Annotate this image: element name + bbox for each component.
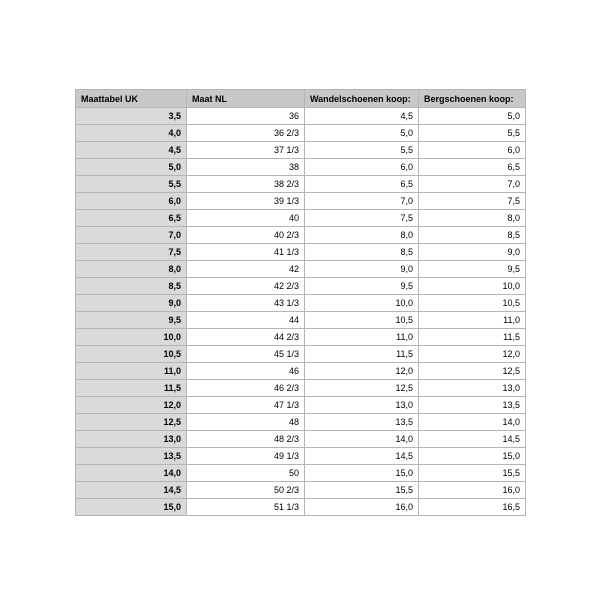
cell-mountain-shoes: 16,5	[419, 499, 526, 516]
table-row	[76, 499, 526, 516]
cell-uk-size: 7,5	[76, 244, 187, 261]
table-row	[76, 482, 526, 499]
cell-uk-size: 15,0	[76, 499, 187, 516]
cell-nl-size: 44 2/3	[187, 329, 305, 346]
cell-mountain-shoes: 16,0	[419, 482, 526, 499]
cell-nl-size: 50 2/3	[187, 482, 305, 499]
cell-uk-size: 5,5	[76, 176, 187, 193]
cell-uk-size: 10,5	[76, 346, 187, 363]
table-row	[76, 465, 526, 482]
header-row	[76, 90, 526, 108]
cell-mountain-shoes: 6,0	[419, 142, 526, 159]
cell-uk-size: 5,0	[76, 159, 187, 176]
table-row	[76, 295, 526, 312]
table-row	[76, 244, 526, 261]
cell-uk-size: 13,0	[76, 431, 187, 448]
cell-uk-size: 13,5	[76, 448, 187, 465]
cell-mountain-shoes: 14,5	[419, 431, 526, 448]
cell-mountain-shoes: 13,0	[419, 380, 526, 397]
cell-walking-shoes: 5,5	[305, 142, 419, 159]
cell-walking-shoes: 15,5	[305, 482, 419, 499]
cell-mountain-shoes: 7,0	[419, 176, 526, 193]
cell-walking-shoes: 13,0	[305, 397, 419, 414]
cell-walking-shoes: 8,5	[305, 244, 419, 261]
cell-mountain-shoes: 8,5	[419, 227, 526, 244]
cell-mountain-shoes: 15,0	[419, 448, 526, 465]
cell-uk-size: 4,5	[76, 142, 187, 159]
cell-walking-shoes: 7,5	[305, 210, 419, 227]
cell-uk-size: 8,5	[76, 278, 187, 295]
cell-mountain-shoes: 5,0	[419, 108, 526, 125]
cell-nl-size: 39 1/3	[187, 193, 305, 210]
cell-walking-shoes: 11,0	[305, 329, 419, 346]
cell-uk-size: 6,0	[76, 193, 187, 210]
table-row	[76, 227, 526, 244]
cell-uk-size: 7,0	[76, 227, 187, 244]
cell-walking-shoes: 6,0	[305, 159, 419, 176]
table-row	[76, 329, 526, 346]
table-row	[76, 363, 526, 380]
cell-mountain-shoes: 12,5	[419, 363, 526, 380]
cell-walking-shoes: 12,0	[305, 363, 419, 380]
cell-mountain-shoes: 15,5	[419, 465, 526, 482]
table-row	[76, 125, 526, 142]
table-row	[76, 431, 526, 448]
table-row	[76, 278, 526, 295]
cell-walking-shoes: 6,5	[305, 176, 419, 193]
cell-mountain-shoes: 7,5	[419, 193, 526, 210]
table-row	[76, 312, 526, 329]
header-mountain-shoes: Bergschoenen koop:	[419, 90, 526, 108]
cell-walking-shoes: 4,5	[305, 108, 419, 125]
cell-walking-shoes: 9,5	[305, 278, 419, 295]
cell-uk-size: 6,5	[76, 210, 187, 227]
cell-nl-size: 51 1/3	[187, 499, 305, 516]
cell-uk-size: 8,0	[76, 261, 187, 278]
table-row	[76, 261, 526, 278]
cell-nl-size: 49 1/3	[187, 448, 305, 465]
cell-walking-shoes: 14,0	[305, 431, 419, 448]
cell-mountain-shoes: 8,0	[419, 210, 526, 227]
cell-uk-size: 11,5	[76, 380, 187, 397]
cell-nl-size: 46 2/3	[187, 380, 305, 397]
cell-walking-shoes: 10,5	[305, 312, 419, 329]
table-row	[76, 142, 526, 159]
cell-nl-size: 38 2/3	[187, 176, 305, 193]
cell-walking-shoes: 8,0	[305, 227, 419, 244]
table-row	[76, 159, 526, 176]
table-row	[76, 414, 526, 431]
cell-nl-size: 42	[187, 261, 305, 278]
cell-nl-size: 43 1/3	[187, 295, 305, 312]
cell-nl-size: 48 2/3	[187, 431, 305, 448]
header-nl-size: Maat NL	[187, 90, 305, 108]
cell-mountain-shoes: 10,0	[419, 278, 526, 295]
cell-mountain-shoes: 9,0	[419, 244, 526, 261]
header-uk-size: Maattabel UK	[76, 90, 187, 108]
cell-walking-shoes: 5,0	[305, 125, 419, 142]
cell-mountain-shoes: 13,5	[419, 397, 526, 414]
cell-nl-size: 42 2/3	[187, 278, 305, 295]
cell-uk-size: 12,5	[76, 414, 187, 431]
cell-uk-size: 4,0	[76, 125, 187, 142]
cell-walking-shoes: 7,0	[305, 193, 419, 210]
cell-nl-size: 46	[187, 363, 305, 380]
cell-nl-size: 50	[187, 465, 305, 482]
cell-uk-size: 14,5	[76, 482, 187, 499]
table-row	[76, 210, 526, 227]
table-row	[76, 176, 526, 193]
table-row	[76, 108, 526, 125]
cell-mountain-shoes: 5,5	[419, 125, 526, 142]
cell-uk-size: 9,5	[76, 312, 187, 329]
table-row	[76, 380, 526, 397]
cell-walking-shoes: 10,0	[305, 295, 419, 312]
table-body	[76, 108, 526, 516]
cell-uk-size: 9,0	[76, 295, 187, 312]
cell-nl-size: 38	[187, 159, 305, 176]
cell-uk-size: 14,0	[76, 465, 187, 482]
cell-mountain-shoes: 14,0	[419, 414, 526, 431]
cell-walking-shoes: 12,5	[305, 380, 419, 397]
cell-mountain-shoes: 6,5	[419, 159, 526, 176]
cell-walking-shoes: 16,0	[305, 499, 419, 516]
table-row	[76, 397, 526, 414]
table-header	[76, 90, 526, 108]
cell-walking-shoes: 9,0	[305, 261, 419, 278]
cell-nl-size: 47 1/3	[187, 397, 305, 414]
cell-walking-shoes: 13,5	[305, 414, 419, 431]
cell-uk-size: 11,0	[76, 363, 187, 380]
table-row	[76, 448, 526, 465]
cell-nl-size: 37 1/3	[187, 142, 305, 159]
cell-nl-size: 44	[187, 312, 305, 329]
table-row	[76, 346, 526, 363]
size-conversion-table	[75, 89, 526, 516]
cell-mountain-shoes: 9,5	[419, 261, 526, 278]
cell-mountain-shoes: 11,0	[419, 312, 526, 329]
cell-nl-size: 48	[187, 414, 305, 431]
cell-nl-size: 36 2/3	[187, 125, 305, 142]
cell-nl-size: 45 1/3	[187, 346, 305, 363]
table-row	[76, 193, 526, 210]
cell-nl-size: 36	[187, 108, 305, 125]
cell-mountain-shoes: 11,5	[419, 329, 526, 346]
cell-walking-shoes: 15,0	[305, 465, 419, 482]
cell-mountain-shoes: 12,0	[419, 346, 526, 363]
cell-walking-shoes: 11,5	[305, 346, 419, 363]
cell-nl-size: 40	[187, 210, 305, 227]
cell-mountain-shoes: 10,5	[419, 295, 526, 312]
cell-uk-size: 3,5	[76, 108, 187, 125]
header-walking-shoes: Wandelschoenen koop:	[305, 90, 419, 108]
cell-uk-size: 10,0	[76, 329, 187, 346]
cell-uk-size: 12,0	[76, 397, 187, 414]
cell-nl-size: 41 1/3	[187, 244, 305, 261]
cell-walking-shoes: 14,5	[305, 448, 419, 465]
cell-nl-size: 40 2/3	[187, 227, 305, 244]
